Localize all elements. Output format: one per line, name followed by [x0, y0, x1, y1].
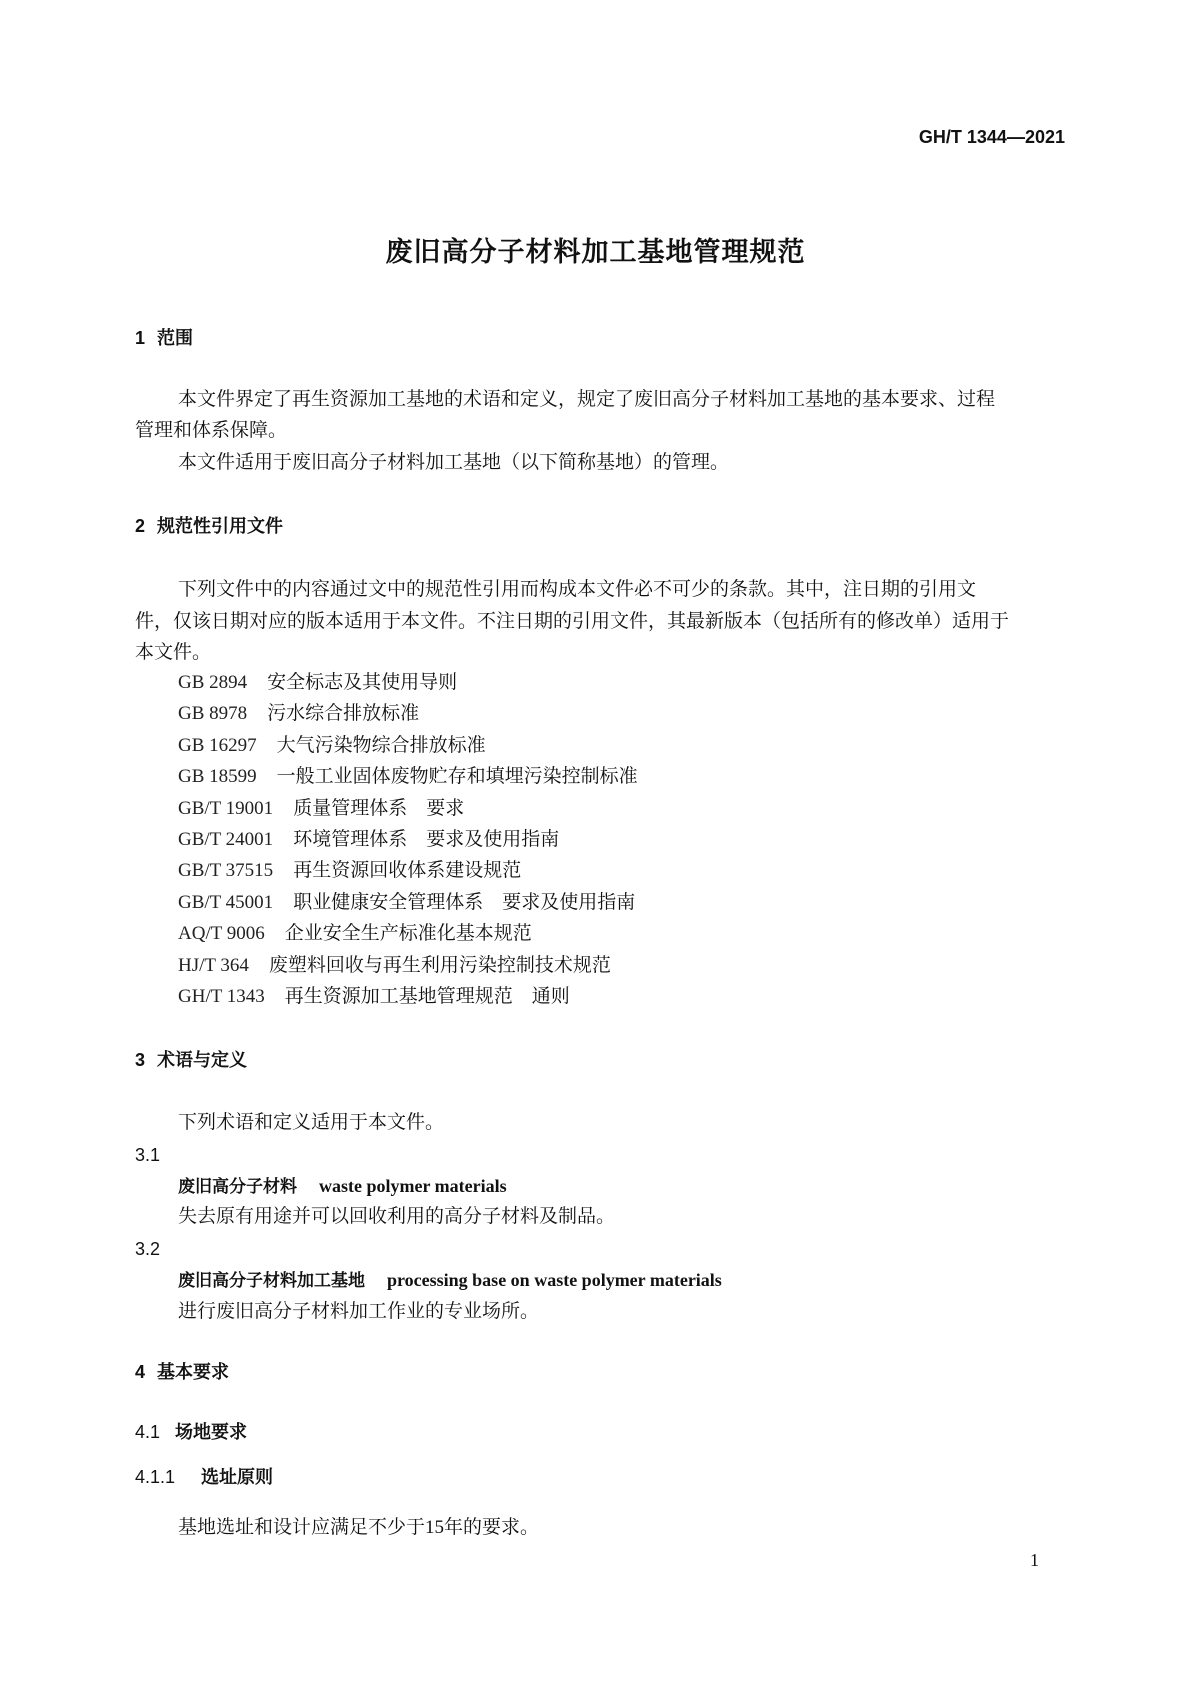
reference-code: GH/T 1343	[178, 986, 265, 1007]
term-definition: 进行废旧高分子材料加工作业的专业场所。	[178, 1301, 540, 1322]
page-number: 1	[1030, 1550, 1039, 1570]
reference-title: 废塑料回收与再生利用污染控制技术规范	[268, 954, 611, 976]
paragraph: 本文件适用于废旧高分子材料加工基地（以下简称基地）的管理。	[178, 452, 730, 473]
section-number: 4	[135, 1362, 146, 1382]
reference-title: 环境管理体系 要求及使用指南	[293, 829, 560, 850]
paragraph: 下列术语和定义适用于本文件。	[178, 1112, 445, 1133]
reference-code: GB 18599	[178, 766, 257, 788]
reference-item	[178, 671, 457, 695]
paragraph: 本文件。	[135, 642, 212, 663]
section-2-heading	[135, 514, 283, 538]
term-number: 3.1	[135, 1145, 161, 1165]
term-definition: 失去原有用途并可以回收利用的高分子材料及制品。	[178, 1206, 616, 1227]
reference-title: 安全标志及其使用导则	[267, 672, 458, 693]
reference-code: GB/T 19001	[178, 797, 274, 819]
section-3-heading	[135, 1048, 247, 1072]
reference-item	[178, 891, 635, 915]
reference-item	[178, 859, 521, 883]
section-title: 基本要求	[157, 1362, 229, 1382]
reference-code: GB/T 45001	[178, 891, 274, 913]
reference-title: 污水综合排放标准	[267, 703, 420, 725]
paragraph: 下列文件中的内容通过文中的规范性引用而构成本文件必不可少的条款。其中，注日期的引用文	[178, 579, 977, 600]
term-zh: 废旧高分子材料	[178, 1177, 297, 1196]
reference-title: 再生资源加工基地管理规范 通则	[284, 986, 570, 1007]
paragraph: 件，仅该日期对应的版本适用于本文件。不注日期的引用文件，其最新版本（包括所有的修改单）适用于	[135, 611, 1010, 632]
reference-title: 一般工业固体废物贮存和填埋污染控制标准	[276, 766, 638, 788]
section-4-heading	[135, 1360, 229, 1384]
term-heading	[178, 1174, 507, 1199]
reference-title: 质量管理体系 要求	[293, 797, 465, 819]
reference-code: GB 16297	[178, 734, 257, 756]
section-number: 1	[135, 328, 146, 348]
reference-code: GB 2894	[178, 672, 248, 693]
reference-code: GB 8978	[178, 703, 248, 725]
reference-title: 企业安全生产标准化基本规范	[284, 923, 532, 945]
reference-item	[178, 954, 611, 978]
paragraph: 管理和体系保障。	[135, 420, 288, 441]
section-title: 选址原则	[201, 1467, 273, 1487]
reference-item	[178, 765, 638, 789]
term-en: waste polymer materials	[319, 1176, 507, 1196]
reference-item	[178, 702, 419, 726]
section-4-1-1-heading	[135, 1465, 273, 1489]
section-4-1-heading	[135, 1420, 247, 1444]
section-title: 场地要求	[175, 1422, 247, 1442]
reference-title: 大气污染物综合排放标准	[276, 734, 486, 756]
reference-item	[178, 922, 532, 946]
reference-code: GB/T 24001	[178, 829, 274, 850]
standard-number: GH/T 1344—2021	[918, 127, 1065, 147]
document-title: 废旧高分子材料加工基地管理规范	[385, 237, 806, 267]
term-number: 3.2	[135, 1239, 161, 1259]
section-1-heading	[135, 326, 193, 350]
reference-item	[178, 985, 570, 1009]
reference-title: 职业健康安全管理体系 要求及使用指南	[293, 891, 636, 913]
section-title: 范围	[157, 328, 193, 348]
paragraph: 基地选址和设计应满足不少于15年的要求。	[178, 1517, 540, 1538]
section-title: 术语与定义	[157, 1050, 247, 1070]
term-zh: 废旧高分子材料加工基地	[178, 1271, 365, 1290]
reference-item	[178, 797, 464, 821]
section-number: 3	[135, 1050, 146, 1070]
reference-item	[178, 734, 486, 758]
reference-item	[178, 828, 559, 852]
section-number: 4.1	[135, 1422, 161, 1442]
reference-code: HJ/T 364	[178, 954, 249, 976]
term-heading	[178, 1268, 722, 1293]
reference-code: AQ/T 9006	[178, 923, 265, 945]
section-number: 4.1.1	[135, 1467, 176, 1487]
section-title: 规范性引用文件	[157, 516, 283, 536]
reference-code: GB/T 37515	[178, 860, 274, 882]
reference-title: 再生资源回收体系建设规范	[293, 860, 522, 882]
paragraph: 本文件界定了再生资源加工基地的术语和定义，规定了废旧高分子材料加工基地的基本要求、过程	[178, 389, 996, 410]
section-number: 2	[135, 516, 146, 536]
term-en: processing base on waste polymer materials	[387, 1270, 722, 1290]
